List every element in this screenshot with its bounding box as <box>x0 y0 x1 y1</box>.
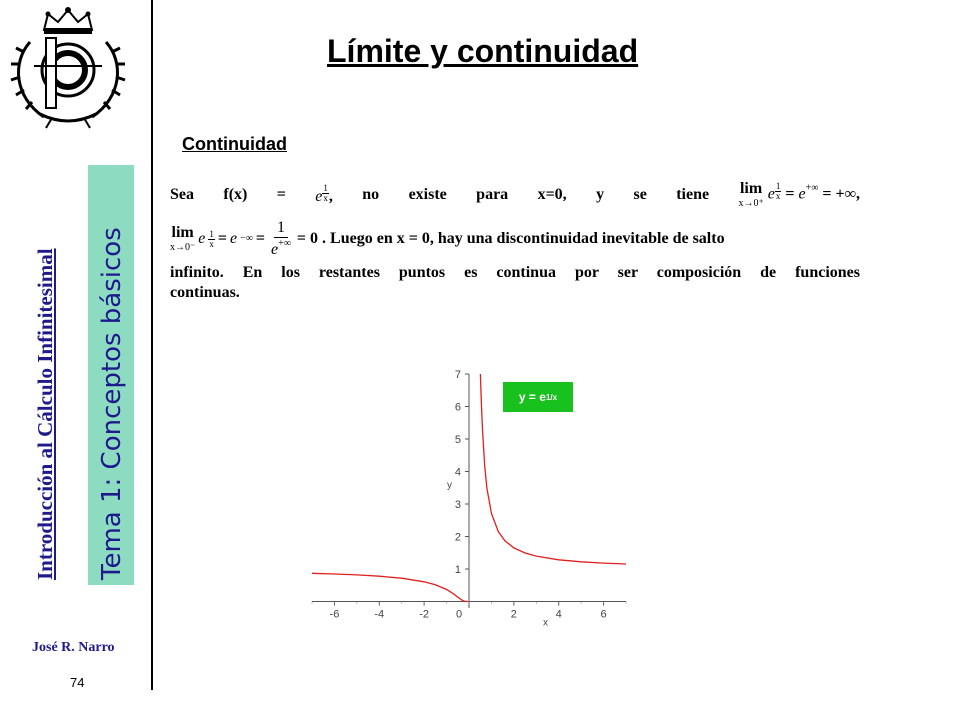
line2-text: = 0 . Luego en x = 0, hay una discontinuidad inevitable de salto <box>296 230 725 248</box>
body-line-4: continuas. <box>170 284 240 301</box>
fraction-one-over-e-inf <box>268 220 294 259</box>
word-x0: x=0, <box>537 186 567 204</box>
lim-word: lim <box>739 180 763 197</box>
exp-minus-infinity: −∞ <box>240 233 253 244</box>
math-line-1 <box>170 175 860 215</box>
y-axis-label: y <box>447 479 452 491</box>
section-title: Continuidad <box>182 134 287 154</box>
graph-svg <box>300 368 640 638</box>
function-graph <box>300 368 640 638</box>
exp-e-1-over-x <box>315 184 333 206</box>
exponent-fraction <box>775 182 782 201</box>
exp-denominator: x <box>323 192 328 203</box>
slide-title: Límite y continuidad <box>327 33 639 69</box>
word-tiene: tiene <box>676 186 710 204</box>
equals-sign: = <box>217 230 228 248</box>
x-tick-label: 0 <box>455 608 463 621</box>
exp-denominator: x <box>209 238 214 249</box>
comma: , <box>856 185 860 203</box>
word-se: se <box>633 186 647 204</box>
e-symbol: e <box>798 185 806 203</box>
legend-label: y = e <box>518 390 546 404</box>
y-tick-label: 7 <box>454 369 461 381</box>
university-crest-logo <box>4 2 132 132</box>
fraction-denominator <box>268 238 294 259</box>
word-y: y <box>596 186 605 204</box>
y-tick-label: 4 <box>454 466 461 479</box>
e-symbol: e <box>315 187 323 205</box>
right-limit-expression <box>738 181 860 209</box>
comma: , <box>328 187 333 205</box>
y-tick-label: 5 <box>454 434 461 446</box>
x-tick-label: -4 <box>374 608 385 621</box>
x-tick-label: 6 <box>600 608 607 621</box>
exp-plus-infinity: +∞ <box>805 182 819 194</box>
author-name: José R. Narro <box>32 640 115 655</box>
body-text <box>170 175 860 303</box>
exponent-fraction <box>208 230 215 249</box>
x-tick-label: 4 <box>555 608 562 621</box>
y-tick-label: 1 <box>454 564 461 576</box>
lim-subscript: x→0⁻ <box>170 242 196 253</box>
word-sea: Sea <box>170 186 194 204</box>
lim-operator <box>738 181 763 209</box>
page-number: 74 <box>70 675 85 690</box>
lim-operator <box>170 225 195 253</box>
legend-box <box>503 382 573 412</box>
equals-sign: = <box>276 186 286 204</box>
word-no: no <box>362 186 380 204</box>
fx-label: f(x) <box>223 186 248 204</box>
word-existe: existe <box>408 186 447 204</box>
e-symbol: e <box>198 230 206 248</box>
y-tick-label: 6 <box>454 401 461 414</box>
exp-numerator: 1 <box>775 180 781 191</box>
math-line-2 <box>170 219 860 259</box>
x-axis-label: x <box>543 617 549 629</box>
lim-subscript: x→0⁺ <box>738 198 764 209</box>
y-tick-label: 2 <box>454 531 461 544</box>
exp-plus-infinity: +∞ <box>278 237 291 249</box>
fraction-numerator: 1 <box>274 220 288 238</box>
x-tick-label: -6 <box>329 608 340 621</box>
result-plus-infinity: = +∞ <box>822 185 856 203</box>
equals-sign: = <box>255 230 266 248</box>
x-tick-label: -2 <box>419 608 430 621</box>
lim-word: lim <box>171 224 194 241</box>
x-tick-label: 2 <box>510 608 517 621</box>
course-title: Introducción al Cálculo Infinitesimal <box>33 248 57 580</box>
sidebar-divider <box>151 0 153 690</box>
word-para: para <box>476 186 509 204</box>
exp-denominator: x <box>775 190 781 201</box>
e-symbol: e <box>767 185 775 203</box>
e-symbol: e <box>271 240 279 258</box>
exp-numerator: 1 <box>209 228 214 239</box>
body-line-3: infinito. En los restantes puntos es continua por ser composición de funciones <box>170 264 860 281</box>
y-tick-label: 3 <box>454 499 461 511</box>
curve-left-branch <box>312 573 468 601</box>
e-symbol: e <box>230 230 238 248</box>
topic-title: Tema 1: Conceptos básicos <box>97 227 127 580</box>
legend-exponent: 1/x <box>545 392 558 402</box>
equals-sign: = <box>785 185 795 203</box>
exp-numerator: 1 <box>323 182 328 193</box>
